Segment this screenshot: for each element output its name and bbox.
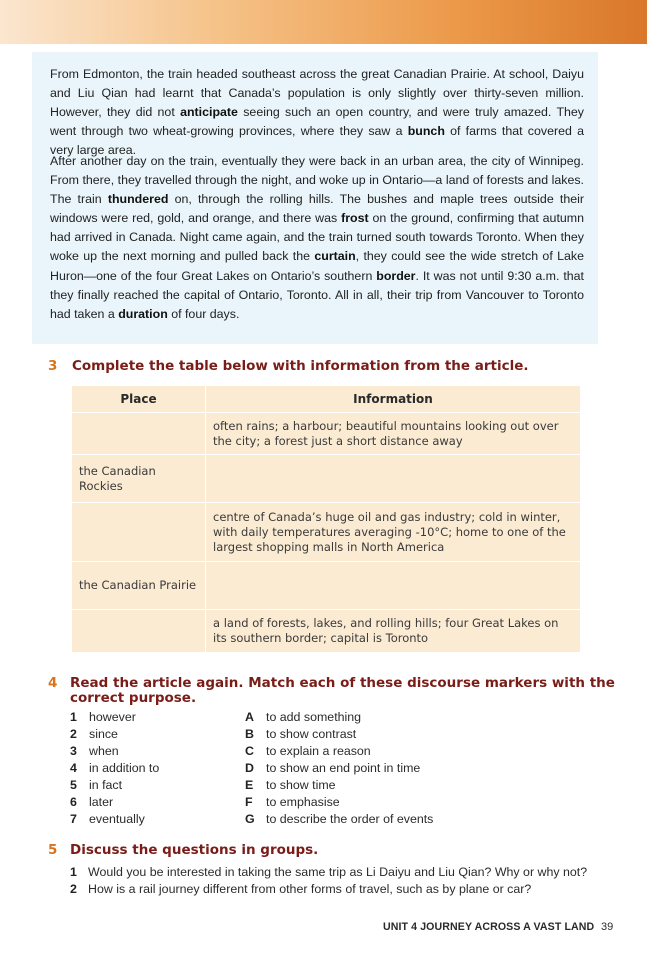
purpose-letter: G: [245, 812, 255, 826]
vocab-word: frost: [341, 211, 369, 226]
purpose-text: to show time: [266, 778, 336, 792]
row-5-info: a land of forests, lakes, and rolling hills; four Great Lakes on its southern border; capital is Toronto: [206, 610, 581, 652]
marker-number: 1: [70, 710, 77, 724]
discourse-marker: in addition to: [89, 761, 160, 775]
discourse-marker: when: [89, 744, 119, 758]
vocab-word: curtain: [314, 249, 356, 264]
header-color-band: [0, 0, 647, 44]
vocab-word: duration: [118, 306, 168, 321]
vocab-word: border: [376, 268, 416, 283]
purpose-letter: E: [245, 778, 254, 792]
marker-number: 7: [70, 812, 77, 826]
table-row: [72, 455, 580, 503]
discourse-marker: however: [89, 710, 136, 724]
table-header-row: [72, 386, 580, 413]
question-5-number: 5: [48, 842, 58, 858]
row-2-info: [206, 455, 581, 503]
table-row: [72, 562, 580, 610]
purpose-letter: B: [245, 727, 254, 741]
header-information: Information: [206, 386, 581, 413]
article-paragraph-2: After another day on the train, eventually they were back in an urban area, the city of Winnipeg. From there, they travelled through the night, and woke up in Ontario—a land of forests and lakes. The train thundered on, through the rolling hills. The bushes and maple trees outside their windows were red, gold, and orange, and there was frost on the ground, confirming that autumn had arrived in Canada. Night came again, and the train turned south towards Toronto. When they woke up the next morning and pulled back the curtain, they could see the wide stretch of Lake Huron—one of the four Great Lakes on Ontario’s southern border. It was not until 9:30 a.m. that they finally reached the capital of Ontario, Toronto. All in all, their trip from Vancouver to Toronto had taken a duration of four days.: [50, 154, 585, 321]
header-place: Place: [120, 392, 157, 406]
row-4-place: the Canadian Prairie: [72, 562, 206, 610]
discussion-item-2: How is a rail journey different from other forms of travel, such as by plane or car?: [88, 882, 532, 896]
row-2-place: the Canadian Rockies: [72, 455, 206, 503]
row-5-place: [72, 610, 206, 652]
purpose-letter: A: [245, 710, 254, 724]
discourse-marker: in fact: [89, 778, 123, 792]
vocab-word: anticipate: [180, 105, 238, 120]
purpose-text: to emphasise: [266, 795, 340, 809]
marker-number: 4: [70, 761, 77, 775]
purpose-letter: C: [245, 744, 254, 758]
table-row: [72, 413, 580, 455]
row-1-place: [72, 413, 206, 455]
question-3-number: 3: [48, 358, 58, 374]
discourse-marker: since: [89, 727, 118, 741]
question-4-number: 4: [48, 675, 58, 691]
info-table: [72, 386, 580, 652]
purpose-text: to show contrast: [266, 727, 357, 741]
purpose-letter: F: [245, 795, 253, 809]
question-4-prompt-line-2: correct purpose.: [70, 690, 197, 706]
question-3-prompt: Complete the table below with information from the article.: [72, 358, 529, 374]
discourse-marker: later: [89, 795, 114, 809]
vocab-word: thundered: [107, 192, 169, 207]
vocab-word: bunch: [407, 124, 445, 139]
marker-number: 2: [70, 727, 77, 741]
purpose-text: to add something: [266, 710, 362, 724]
discourse-marker: eventually: [89, 812, 145, 826]
marker-number: 3: [70, 744, 77, 758]
purpose-text: to describe the order of events: [266, 812, 434, 826]
table-row: [72, 503, 580, 562]
discussion-item-1-number: 1: [70, 865, 77, 879]
article-paragraph-1: From Edmonton, the train headed southeast across the great Canadian Prairie. At school, Daiyu and Liu Qian had learnt that Canada’s population is only slightly over thirty-seven million. However, they did not anticipate seeing such an open country, and were truly amazed. They went through two wheat-growing provinces, where they saw a bunch of farms that covered a very large area.: [50, 67, 584, 158]
purpose-text: to show an end point in time: [266, 761, 421, 775]
question-5-prompt: Discuss the questions in groups.: [70, 842, 319, 858]
question-4-prompt-line-1: Read the article again. Match each of these discourse markers with the: [70, 675, 615, 691]
row-4-info: [206, 562, 581, 610]
discussion-item-1: Would you be interested in taking the same trip as Li Daiyu and Liu Qian? Why or why not?: [88, 865, 588, 879]
discussion-item-2-number: 2: [70, 882, 77, 896]
marker-number: 6: [70, 795, 77, 809]
table-row: [72, 610, 580, 652]
page-number: 39: [601, 921, 614, 933]
row-3-place: [72, 503, 206, 562]
purpose-text: to explain a reason: [266, 744, 371, 758]
row-3-info: centre of Canada’s huge oil and gas industry; cold in winter, with daily temperatures averaging -10°C; home to one of the largest shopping malls in North America: [206, 503, 581, 562]
row-1-info: often rains; a harbour; beautiful mountains looking out over the city; a forest just a short distance away: [206, 413, 581, 455]
purpose-letter: D: [245, 761, 254, 775]
unit-title: UNIT 4 JOURNEY ACROSS A VAST LAND: [383, 921, 595, 933]
marker-number: 5: [70, 778, 77, 792]
